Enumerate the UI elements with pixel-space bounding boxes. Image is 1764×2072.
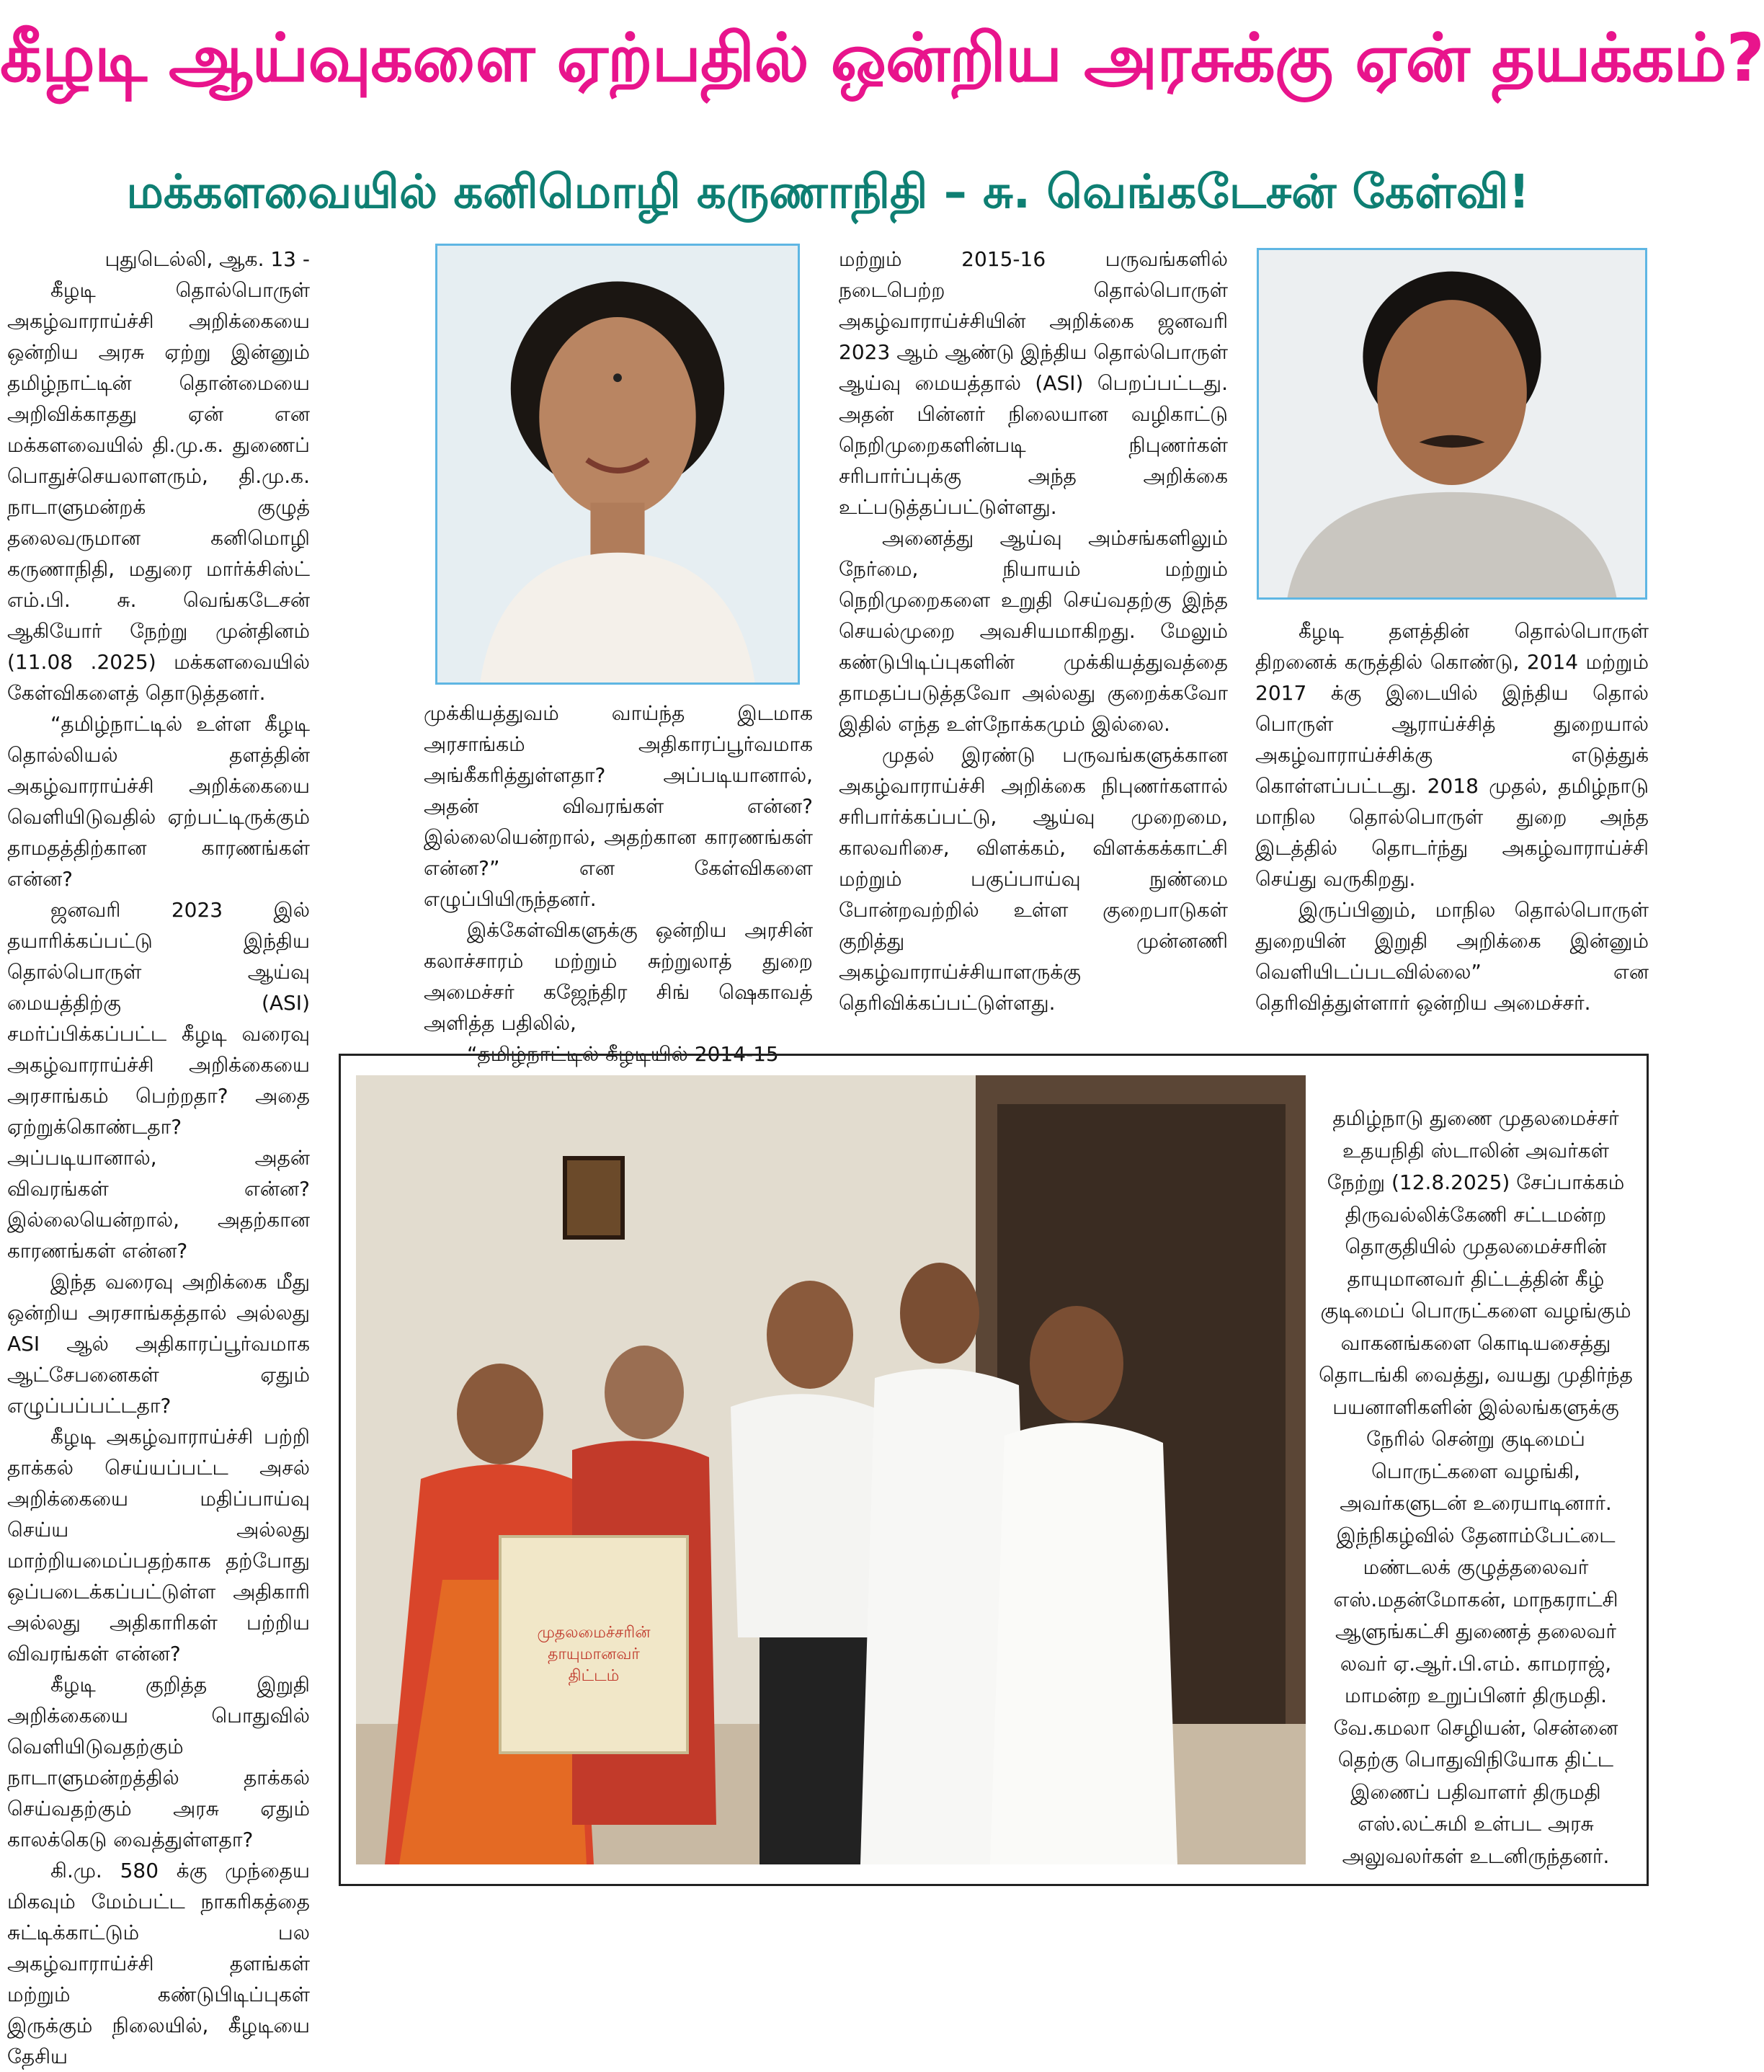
photo-caption: தமிழ்நாடு துணை முதலமைச்சர் உதயநிதி ஸ்டாலின் அவர்கள் நேற்று (12.8.2025) சேப்பாக்கம் திருவல்லிக்கேணி சட்டமன்ற தொகுதியில் முதலமைச்சரின் தாயுமானவர் திட்டத்தின் கீழ் குடிமைப் பொருட்களை வழங்கும் வாகனங்களை கொடியசைத்து தொடங்கி வைத்து, வயது முதிர்ந்த பயனாளிகளின் இல்லங்களுக்கு நேரில் சென்று குடிமைப் பொருட்களை வழங்கி, அவர்களுடன் உரையாடினார். இந்நிகழ்வில் தேனாம்பேட்டை மண்டலக் குழுத்தலைவர் எஸ்.மதன்மோகன், மாநகராட்சி ஆளுங்கட்சி துணைத் தலைவர் லவர் ஏ.ஆர்.பி.எம். காமராஜ், மாமன்ற உறுப்பினர் திருமதி. வே.கமலா செழியன், சென்னை தெற்கு பொதுவிநியோக திட்ட இணைப் பதிவாளர் திருமதி எஸ்.லட்சுமி உள்பட அரசு அலுவலர்கள் உடனிருந்தனர்.: [1319, 1106, 1633, 1868]
bag-text-line3: திட்டம்: [568, 1667, 620, 1685]
paragraph: இக்கேள்விகளுக்கு ஒன்றிய அரசின் கலாச்சாரம் மற்றும் சுற்றுலாத் துறை அமைச்சர் கஜேந்திர சிங் ஷெகாவத் அளித்த பதிலில்,: [424, 918, 813, 1035]
paragraph: இந்த வரைவு அறிக்கை மீது ஒன்றிய அரசாங்கத்தால் அல்லது ASI ஆல் அதிகாரப்பூர்வமாக ஆட்சேபனைகள் ஏதும் எழுப்பப்பட்டதா?: [7, 1270, 310, 1418]
paragraph: மற்றும் 2015-16 பருவங்களில் நடைபெற்ற தொல்பொருள் அகழ்வாராய்ச்சியின் அறிக்கை ஜனவரி 2023 ஆம் ஆண்டு இந்திய தொல்பொருள் ஆய்வு மையத்தால் (ASI) பெறப்பட்டது. அதன் பின்னர் நிலையான வழிகாட்டு நெறிமுறைகளின்படி நிபுணர்கள் சரிபார்ப்புக்கு அந்த அறிக்கை உட்படுத்தப்பட்டுள்ளது.: [839, 247, 1228, 519]
subheadline: மக்களவையில் கனிமொழி கருணாநிதி – சு. வெங்கடேசன் கேள்வி!: [126, 166, 1530, 219]
paragraph: கீழடி தொல்பொருள் அகழ்வாராய்ச்சி அறிக்கையை ஒன்றிய அரசு ஏற்று இன்னும் தமிழ்நாட்டின் தொன்மையை அறிவிக்காதது ஏன் என மக்களவையில் தி.மு.க. துணைப் பொதுச்செயலாளரும், தி.மு.க. நாடாளுமன்றக் குழுத் தலைவருமான கனிமொழி கருணாநிதி, மதுரை மார்க்சிஸ்ட் எம்.பி. சு. வெங்கடேசன் ஆகியோர் நேற்று முன்தினம் (11.08 .2025) மக்களவையில் கேள்விகளைத் தொடுத்தனர்.: [7, 278, 310, 705]
paragraph: முதல் இரண்டு பருவங்களுக்கான அகழ்வாராய்ச்சி அறிக்கை நிபுணர்களால் சரிபார்க்கப்பட்டு, ஆய்வு முறைமை, காலவரிசை, விளக்கம், விளக்கக்காட்சி மற்றும் பகுப்பாய்வு நுண்மை போன்றவற்றில் உள்ள குறைபாடுகள் குறித்து முன்னணி அகழ்வாராய்ச்சியாளருக்கு தெரிவிக்கப்பட்டுள்ளது.: [839, 743, 1228, 1015]
event-photo-icon: [356, 1075, 1306, 1864]
paragraph: “தமிழ்நாட்டில் கீழடியில் 2014-15: [467, 1042, 779, 1066]
portrait-man-icon: [1259, 250, 1645, 597]
dateline: புதுடெல்லி, ஆக. 13 -: [104, 247, 310, 271]
paragraph: இருப்பினும், மாநில தொல்பொருள் துறையின் இறுதி அறிக்கை இன்னும் வெளியிடப்படவில்லை” என தெரிவித்துள்ளார் ஒன்றிய அமைச்சர்.: [1255, 898, 1649, 1015]
event-photo: [356, 1075, 1306, 1864]
article-column-3: [839, 244, 1228, 1044]
bag-text-line2: தாயுமானவர்: [548, 1645, 640, 1663]
paragraph: ஜனவரி 2023 இல் தயாரிக்கப்பட்டு இந்திய தொல்பொருள் ஆய்வு மையத்திற்கு (ASI) சமர்ப்பிக்கப்பட்ட கீழடி வரைவு அகழ்வாராய்ச்சி அறிக்கையை அரசாங்கம் பெற்றதா? அதை ஏற்றுக்கொண்டதா? அப்படியானால், அதன் விவரங்கள் என்ன? இல்லையென்றால், அதற்கான காரணங்கள் என்ன?: [7, 898, 310, 1263]
paragraph: “தமிழ்நாட்டில் உள்ள கீழடி தொல்லியல் தளத்தின் அகழ்வாராய்ச்சி அறிக்கையை வெளியிடுவதில் ஏற்பட்டிருக்கும் தாமதத்திற்கான காரணங்கள் என்ன?: [7, 712, 310, 891]
article-column-2: [424, 698, 813, 1066]
bag-text-line1: முதலமைச்சரின்: [537, 1624, 651, 1642]
portrait-photo-woman: [435, 244, 800, 685]
paragraph: கி.மு. 580 க்கு முந்தைய மிகவும் மேம்பட்ட நாகரிகத்தை சுட்டிக்காட்டும் பல அகழ்வாராய்ச்சி தளங்கள் மற்றும் கண்டுபிடிப்புகள் இருக்கும் நிலையில், கீழடியை தேசிய: [7, 1859, 310, 2068]
paragraph: கீழடி குறித்த இறுதி அறிக்கையை பொதுவில் வெளியிடுவதற்கும் நாடாளுமன்றத்தில் தாக்கல் செய்வதற்கும் அரசு ஏதும் காலக்கெடு வைத்துள்ளதா?: [7, 1673, 310, 1851]
article-column-4: [1255, 615, 1649, 1048]
paragraph: முக்கியத்துவம் வாய்ந்த இடமாக அரசாங்கம் அதிகாரப்பூர்வமாக அங்கீகரித்துள்ளதா? அப்படியானால், அதன் விவரங்கள் என்ன? இல்லையென்றால், அதற்கான காரணங்கள் என்ன?” என கேள்விகளை எழுப்பியிருந்தனர்.: [424, 701, 813, 911]
article-column-1: [7, 244, 310, 2068]
paragraph: அனைத்து ஆய்வு அம்சங்களிலும் நேர்மை, நியாயம் மற்றும் நெறிமுறைகளை உறுதி செய்வதற்கு இந்த செயல்முறை அவசியமாகிறது. மேலும் கண்டுபிடிப்புகளின் முக்கியத்துவத்தை தாமதப்படுத்தவோ அல்லது குறைக்கவோ இதில் எந்த உள்நோக்கமும் இல்லை.: [839, 526, 1228, 736]
paragraph: கீழடி தளத்தின் தொல்பொருள் திறனைக் கருத்தில் கொண்டு, 2014 மற்றும் 2017 க்கு இடையில் இந்திய தொல் பொருள் ஆராய்ச்சித் துறையால் அகழ்வாராய்ச்சிக்கு எடுத்துக் கொள்ளப்பட்டது. 2018 முதல், தமிழ்நாடு மாநில தொல்பொருள் துறை அந்த இடத்தில் தொடர்ந்து அகழ்வாராய்ச்சி செய்து வருகிறது.: [1255, 619, 1649, 891]
headline: கீழடி ஆய்வுகளை ஏற்பதில் ஒன்றிய அரசுக்கு ஏன் தயக்கம்?: [0, 19, 1764, 97]
paragraph: கீழடி அகழ்வாராய்ச்சி பற்றி தாக்கல் செய்யப்பட்ட அசல் அறிக்கையை மதிப்பாய்வு செய்ய அல்லது மாற்றியமைப்பதற்காக தற்போது ஒப்படைக்கப்பட்டுள்ள அதிகாரி அல்லது அதிகாரிகள் பற்றிய விவரங்கள் என்ன?: [7, 1425, 310, 1666]
portrait-woman-icon: [437, 246, 798, 682]
portrait-photo-man: [1257, 248, 1647, 600]
